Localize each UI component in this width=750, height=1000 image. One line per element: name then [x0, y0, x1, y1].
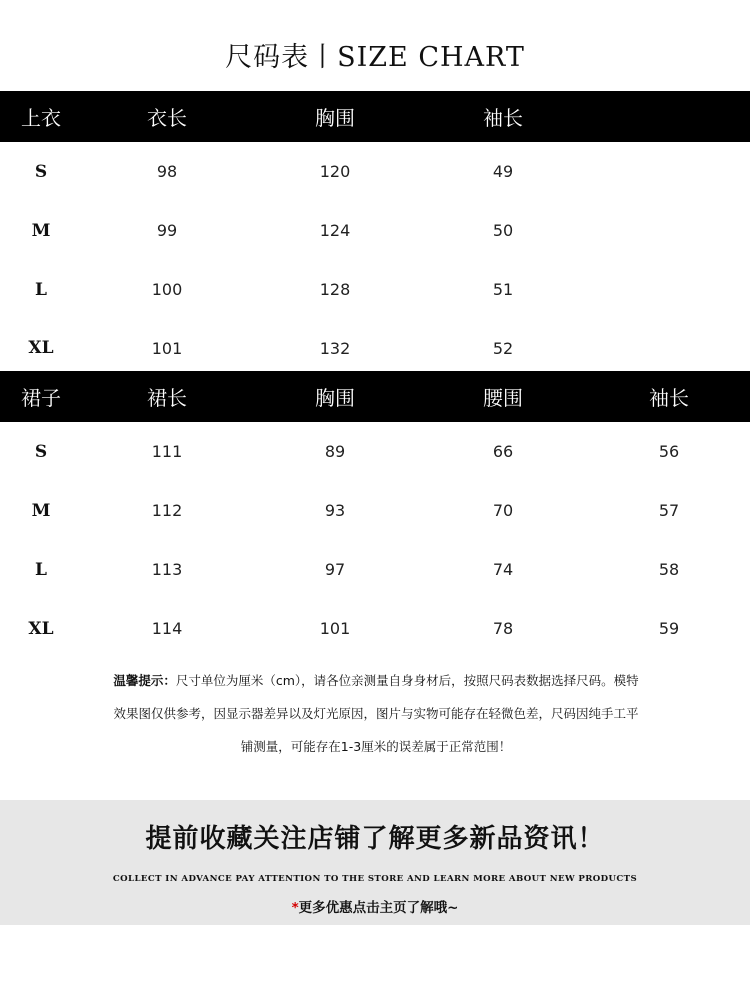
header-chest: 胸围	[252, 91, 418, 142]
length-cell: 99	[156, 221, 178, 240]
chest-cell: 124	[319, 221, 351, 240]
notice-text-1: 尺寸单位为厘米（cm），请各位亲测量自身身材后，按照尺码表数据选择尺码。模特	[175, 673, 639, 688]
skirt-size-table	[0, 371, 750, 658]
header-length: 裙长	[82, 371, 252, 422]
size-cell: XL	[28, 618, 54, 639]
empty-cell	[588, 260, 750, 319]
sleeve-cell: 50	[492, 221, 514, 240]
chest-cell: 93	[324, 501, 346, 520]
header-length: 衣长	[82, 91, 252, 142]
sleeve-cell: 57	[658, 501, 680, 520]
header-chest: 胸围	[252, 371, 418, 422]
empty-cell	[588, 142, 750, 201]
header-waist: 腰围	[418, 371, 588, 422]
star-mark: *	[291, 900, 299, 916]
length-cell: 114	[151, 619, 183, 638]
table-row	[0, 142, 750, 201]
size-cell: L	[35, 279, 47, 300]
header-sleeve: 袖长	[418, 91, 588, 142]
top-size-table	[0, 91, 750, 369]
sleeve-cell: 56	[658, 442, 680, 461]
banner-english: COLLECT IN ADVANCE PAY ATTENTION TO THE STORE AND LEARN MORE ABOUT NEW PRODUCTS	[112, 874, 638, 884]
waist-cell: 74	[492, 560, 514, 579]
sleeve-cell: 52	[492, 338, 514, 358]
empty-cell	[588, 201, 750, 260]
banner-subline-text: 更多优惠点击主页了解哦~	[298, 900, 459, 916]
table-row	[0, 599, 750, 658]
table-row	[0, 260, 750, 319]
table-row	[0, 201, 750, 260]
table-row	[0, 319, 750, 369]
table-row	[0, 481, 750, 540]
length-cell: 98	[156, 162, 178, 181]
sleeve-cell: 59	[658, 619, 680, 638]
sleeve-cell: 49	[492, 162, 514, 181]
notice-label: 温馨提示：	[113, 673, 176, 688]
size-cell: L	[35, 559, 47, 580]
sleeve-cell: 58	[658, 560, 680, 579]
size-cell: M	[31, 220, 51, 241]
table-header-row	[0, 91, 750, 142]
table-row	[0, 540, 750, 599]
length-cell: 113	[151, 560, 183, 579]
banner-subline	[0, 896, 750, 916]
size-cell: M	[31, 500, 51, 521]
banner-headline: 提前收藏关注店铺了解更多新品资讯！	[145, 824, 605, 854]
size-notice	[70, 664, 682, 763]
empty-cell	[588, 319, 750, 369]
header-sleeve: 袖长	[588, 371, 750, 422]
notice-line-2: 效果图仅供参考，因显示器差异以及灯光原因，图片与实物可能存在轻微色差，尺码因纯手工平	[113, 706, 639, 721]
header-category: 上衣	[0, 91, 82, 142]
waist-cell: 70	[492, 501, 514, 520]
chest-cell: 120	[319, 162, 351, 181]
page-title: 尺码表丨SIZE CHART	[225, 42, 525, 73]
size-cell: XL	[28, 338, 54, 358]
table-row	[0, 422, 750, 481]
chest-cell: 128	[319, 280, 351, 299]
chest-cell: 132	[319, 338, 351, 358]
length-cell: 112	[151, 501, 183, 520]
waist-cell: 66	[492, 442, 514, 461]
chest-cell: 89	[324, 442, 346, 461]
waist-cell: 78	[492, 619, 514, 638]
header-category: 裙子	[0, 371, 82, 422]
length-cell: 101	[151, 338, 183, 358]
length-cell: 111	[151, 442, 183, 461]
chest-cell: 101	[319, 619, 351, 638]
table-header-row	[0, 371, 750, 422]
header-empty	[588, 91, 750, 142]
sleeve-cell: 51	[492, 280, 514, 299]
chest-cell: 97	[324, 560, 346, 579]
size-cell: S	[34, 161, 48, 182]
follow-banner	[0, 800, 750, 925]
notice-line-3: 铺测量，可能存在1-3厘米的误差属于正常范围！	[240, 739, 512, 754]
length-cell: 100	[151, 280, 183, 299]
notice-line-1	[70, 664, 682, 697]
size-cell: S	[34, 441, 48, 462]
